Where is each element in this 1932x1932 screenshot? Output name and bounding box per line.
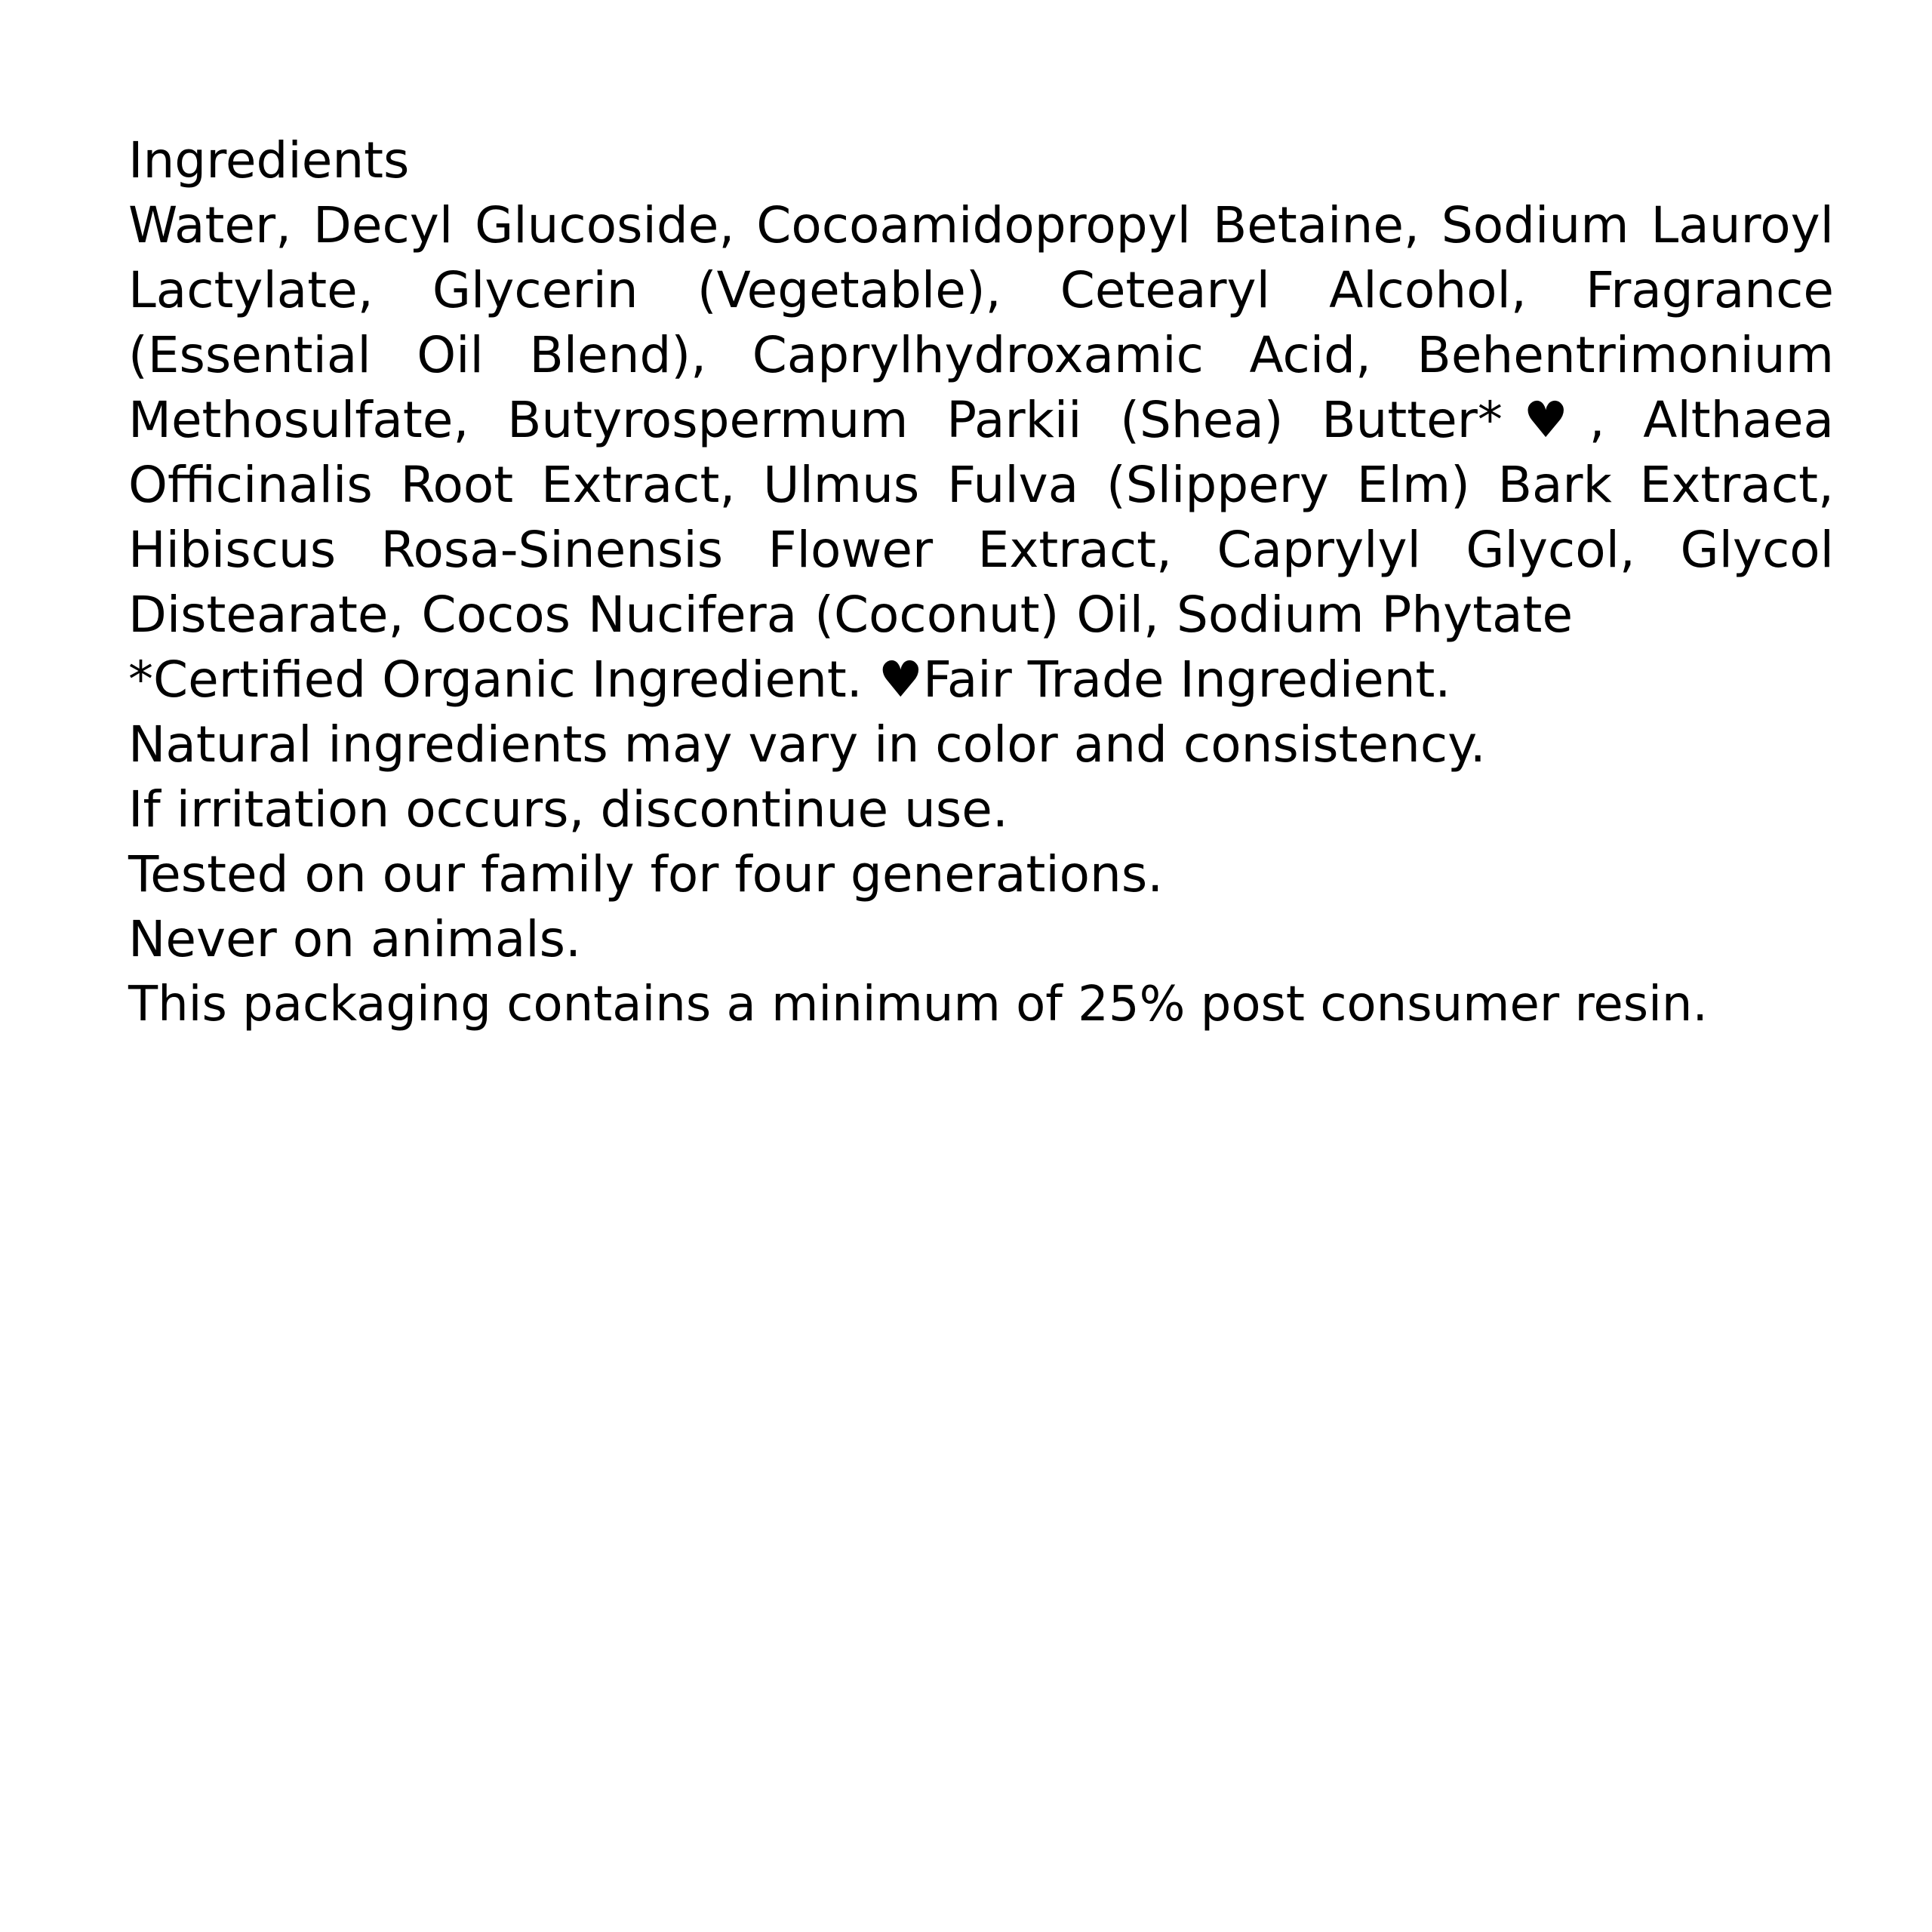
- animal-testing-note: Never on animals.: [128, 910, 581, 968]
- irritation-warning: If irritation occurs, discontinue use.: [128, 780, 1008, 838]
- ingredients-list: Water, Decyl Glucoside, Cocoamidopropyl Betaine, Sodium Lauroyl Lactylate, Glycerin (Vegetable), Cetearyl Alcohol, Fragrance (Essential Oil Blend), Caprylhydroxamic Acid, Behentrimonium Methosulfate, Butyrospermum Parkii (Shea) Butter*♥, Althaea Officinalis Root Extract, Ulmus Fulva (Slippery Elm) Bark Extract, Hibiscus Rosa-Sinensis Flower Extract, Caprylyl Glycol, Glycol Distearate, Cocos Nucifera (Coconut) Oil, Sodium Phytate: [128, 196, 1834, 644]
- packaging-note: This packaging contains a minimum of 25% post consumer resin.: [128, 977, 1708, 1032]
- variation-note: Natural ingredients may vary in color and consistency.: [128, 715, 1486, 774]
- testing-note: Tested on our family for four generations.: [128, 845, 1164, 903]
- certification-note: *Certified Organic Ingredient. ♥Fair Trade Ingredient.: [128, 651, 1451, 709]
- ingredients-label: [128, 128, 1834, 1037]
- ingredients-heading: Ingredients: [128, 131, 410, 189]
